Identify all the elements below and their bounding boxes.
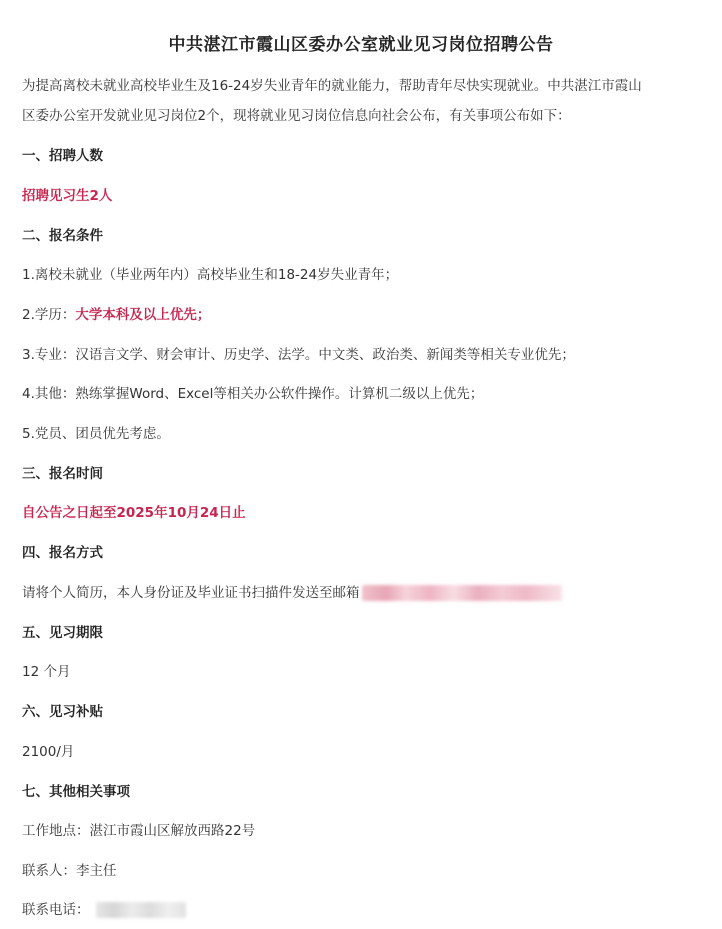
work-location-text: 工作地点：湛江市霞山区解放西路22号 [22, 823, 256, 839]
application-period-text: 自公告之日起至2025年10月24日止 [22, 505, 246, 521]
section-heading-requirements: 二、报名条件 [22, 228, 103, 244]
section-heading-subsidy: 六、见习补贴 [22, 704, 103, 720]
recruit-count-text: 招聘见习生2人 [22, 188, 113, 204]
intro-line-2: 区委办公室开发就业见习岗位2个，现将就业见习岗位信息向社会公布，有关事项公布如下： [22, 108, 571, 124]
application-method-text: 请将个人简历，本人身份证及毕业证书扫描件发送至邮箱 [22, 585, 360, 601]
requirement-item-5: 5.党员、团员优先考虑。 [22, 426, 170, 442]
section-heading-other-matters: 七、其他相关事项 [22, 784, 130, 800]
application-method-line [22, 583, 562, 603]
redacted-email [362, 585, 562, 601]
requirement-item-2 [22, 305, 210, 325]
subsidy-text: 2100/月 [22, 744, 75, 760]
section-heading-recruit-count: 一、招聘人数 [22, 148, 103, 164]
requirement-item-1: 1.离校未就业（毕业两年内）高校毕业生和18-24岁失业青年； [22, 267, 399, 283]
section-heading-application-method: 四、报名方式 [22, 545, 103, 561]
contact-person-text: 联系人：李主任 [22, 863, 117, 879]
page-title: 中共湛江市霞山区委办公室就业见习岗位招聘公告 [168, 35, 554, 55]
requirement-item-2-highlight: 大学本科及以上优先； [75, 307, 211, 323]
requirement-item-4: 4.其他：熟练掌握Word、Excel等相关办公软件操作。计算机二级以上优先； [22, 386, 484, 402]
intro-line-1: 为提高离校未就业高校毕业生及16-24岁失业青年的就业能力，帮助青年尽快实现就业。中共湛江市霞山 [22, 78, 642, 94]
internship-period-text: 12 个月 [22, 664, 71, 680]
section-heading-internship-period: 五、见习期限 [22, 625, 103, 641]
contact-phone-label: 联系电话： [22, 902, 90, 918]
contact-phone-line [22, 900, 186, 920]
requirement-item-3: 3.专业：汉语言文学、财会审计、历史学、法学。中文类、政治类、新闻类等相关专业优先； [22, 347, 575, 363]
section-heading-application-period: 三、报名时间 [22, 466, 103, 482]
redacted-phone [96, 902, 186, 918]
requirement-item-2-label: 2.学历： [22, 307, 76, 323]
